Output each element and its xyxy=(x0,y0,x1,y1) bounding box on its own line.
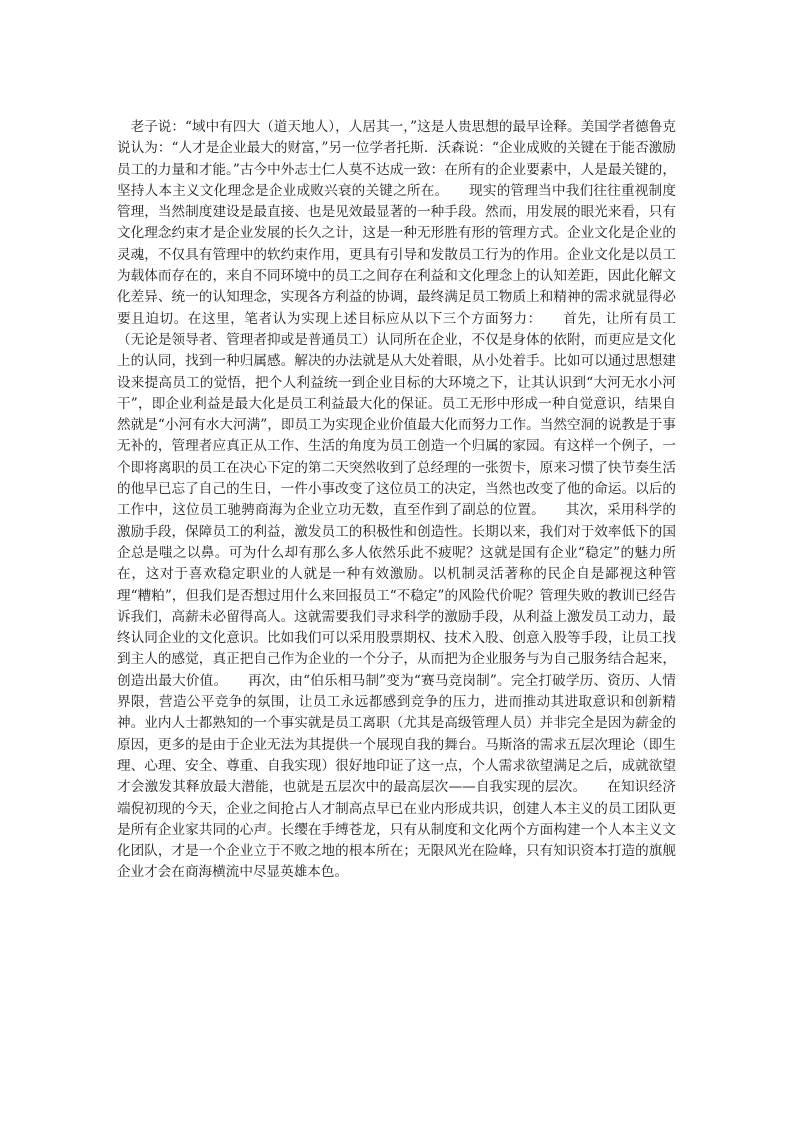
document-page xyxy=(117,117,676,884)
body-paragraph: 老子说：“域中有四大（道天地人），人居其一，”这是人贵思想的最早诠释。美国学者德鲁克说认为：“人才是企业最大的财富，”另一位学者托斯．沃森说：“企业成败的关键在于能否激励员工的力量和才能。”古今中外志士仁人莫不达成一致：在所有的企业要素中，人是最关键的，坚持人本主义文化理念是企业成败兴衰的关键之所在。 现实的管理当中我们往往重视制度管理，当然制度建设是最直接、也是见效最显著的一种手段。然而，用发展的眼光来看，只有文化理念约束才是企业发展的长久之计，这是一种无形胜有形的管理方式。企业文化是企业的灵魂，不仅具有管理中的软约束作用，更具有引导和发散员工行为的作用。企业文化是以员工为载体而存在的，来自不同环境中的员工之间存在利益和文化理念上的认知差距，因此化解文化差异、统一的认知理念，实现各方利益的协调，最终满足员工物质上和精神的需求就显得必要且迫切。在这里，笔者认为实现上述目标应从以下三个方面努力： 首先，让所有员工（无论是领导者、管理者抑或是普通员工）认同所在企业，不仅是身体的依附，而更应是文化上的认同，找到一种归属感。解决的办法就是从大处着眼，从小处着手。比如可以通过思想建设来提高员工的觉悟，把个人利益统一到企业目标的大环境之下，让其认识到“大河无水小河干”，即企业利益是最大化是员工利益最大化的保证。员工无形中形成一种自觉意识，结果自然就是“小河有水大河满”，即员工为实现企业价值最大化而努力工作。当然空洞的说教是于事无补的，管理者应真正从工作、生活的角度为员工创造一个归属的家园。有这样一个例子，一个即将离职的员工在决心下定的第二天突然收到了总经理的一张贺卡，原来习惯了快节奏生活的他早已忘了自己的生日，一件小事改变了这位员工的决定，当然也改变了他的命运。以后的工作中，这位员工驰骋商海为企业立功无数，直至作到了副总的位置。 其次，采用科学的激励手段，保障员工的利益，激发员工的积极性和创造性。长期以来，我们对于效率低下的国企总是嗤之以鼻。可为什么却有那么多人依然乐此不疲呢？这就是国有企业“稳定”的魅力所在，这对于喜欢稳定职业的人就是一种有效激励。以机制灵活著称的民企自是鄙视这种管理“糟粕”，但我们是否想过用什么来回报员工“不稳定”的风险代价呢？管理失败的教训已经告诉我们，高薪未必留得高人。这就需要我们寻求科学的激励手段，从利益上激发员工动力，最终认同企业的文化意识。比如我们可以采用股票期权、技术入股、创意入股等手段，让员工找到主人的感觉，真正把自己作为企业的一个分子，从而把为企业服务与为自己服务结合起来，创造出最大价值。 再次，由“伯乐相马制”变为“赛马竞岗制”。完全打破学历、资历、人情界限，营造公平竞争的氛围，让员工永远都感到竞争的压力，进而推动其进取意识和创新精神。业内人士都熟知的一个事实就是员工离职（尤其是高级管理人员）并非完全是因为薪金的原因，更多的是由于企业无法为其提供一个展现自我的舞台。马斯洛的需求五层次理论（即生理、心理、安全、尊重、自我实现）很好地印证了这一点，个人需求欲望满足之后，成就欲望才会激发其释放最大潜能，也就是五层次中的最高层次——自我实现的层次。 在知识经济端倪初现的今天，企业之间抢占人才制高点早已在业内形成共识，创建人本主义的员工团队更是所有企业家共同的心声。长缨在手缚苍龙，只有从制度和文化两个方面构建一个人本主义文化团队，才是一个企业立于不败之地的根本所在；无限风光在险峰，只有知识资本打造的旗舰企业才会在商海横流中尽显英雄本色。 xyxy=(117,119,676,881)
